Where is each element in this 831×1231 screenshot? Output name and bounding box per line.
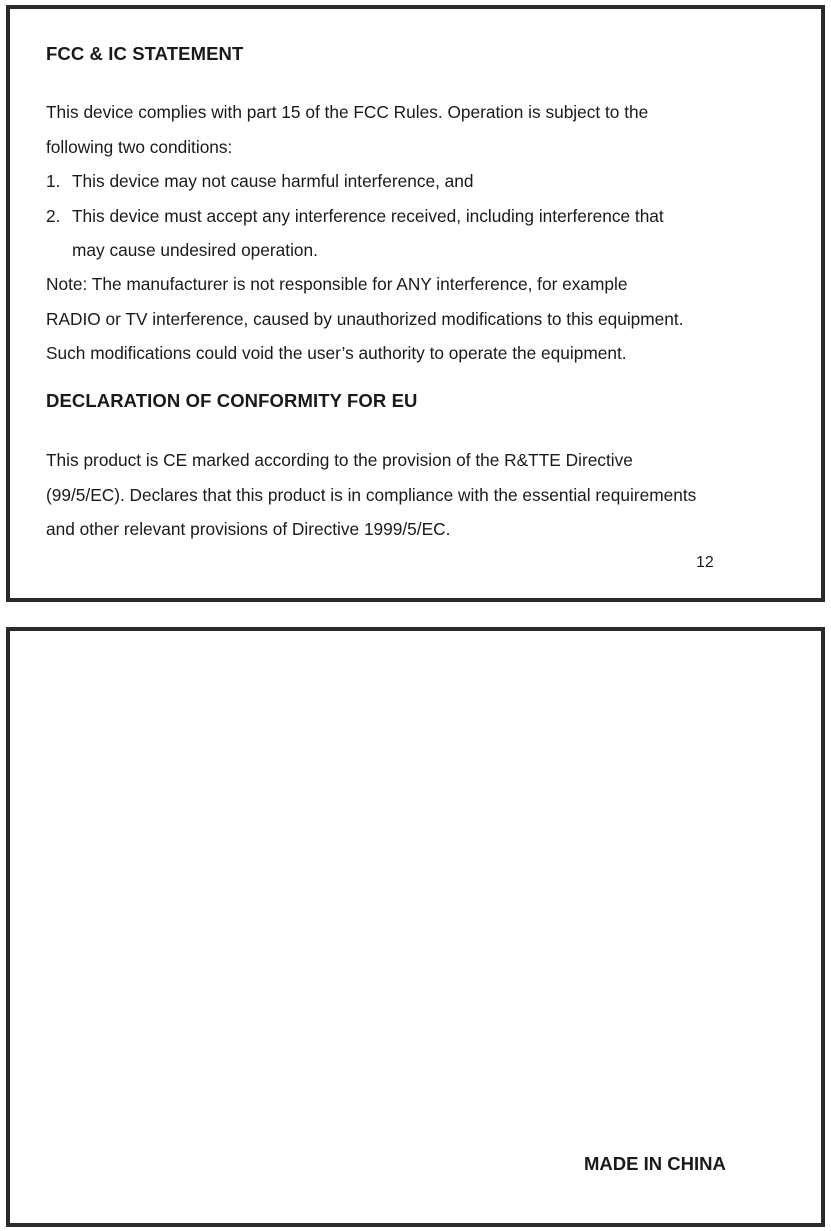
eu-paragraph-line: This product is CE marked according to the provision of the R&TTE Directive <box>46 450 633 470</box>
eu-heading: DECLARATION OF CONFORMITY FOR EU <box>46 390 418 411</box>
condition-text: This device must accept any interference received, including interference that <box>72 206 664 226</box>
page-bottom <box>6 627 825 1227</box>
note-line: RADIO or TV interference, caused by unauthorized modifications to this equipment. <box>46 309 684 329</box>
note-line: Note: The manufacturer is not responsible for ANY interference, for example <box>46 274 628 294</box>
condition-number: 2. <box>46 206 61 226</box>
eu-paragraph-line: (99/5/EC). Declares that this product is in compliance with the essential requirements <box>46 485 697 505</box>
page-top <box>6 5 825 602</box>
made-in-label: MADE IN CHINA <box>584 1153 726 1174</box>
fcc-heading: FCC & IC STATEMENT <box>46 43 244 64</box>
condition-item <box>46 171 474 191</box>
page-number: 12 <box>696 554 714 571</box>
eu-paragraph-line: and other relevant provisions of Directive 1999/5/EC. <box>46 519 451 539</box>
condition-number: 1. <box>46 171 61 191</box>
fcc-paragraph-line: This device complies with part 15 of the FCC Rules. Operation is subject to the <box>46 102 649 122</box>
note-line: Such modifications could void the user’s authority to operate the equipment. <box>46 343 627 363</box>
fcc-paragraph-line: following two conditions: <box>46 137 233 157</box>
condition-continuation: may cause undesired operation. <box>72 240 318 260</box>
condition-text: This device may not cause harmful interference, and <box>72 171 474 191</box>
condition-item <box>46 206 664 226</box>
